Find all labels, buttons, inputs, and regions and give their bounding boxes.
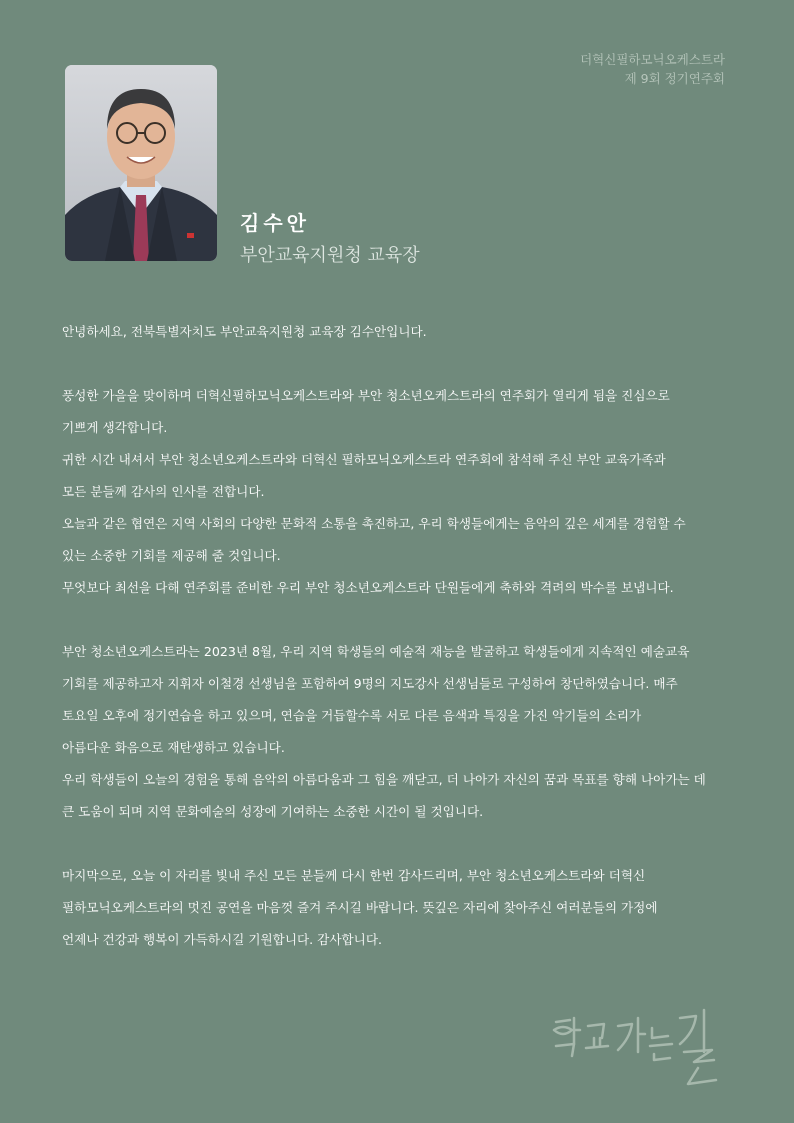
concert-header [580, 50, 725, 88]
letter-line: 언제나 건강과 행복이 가득하시길 기원합니다. 감사합니다. [62, 932, 382, 947]
letter-line: 있는 소중한 기회를 제공해 줄 것입니다. [62, 548, 281, 563]
letter-line: 토요일 오후에 정기연습을 하고 있으며, 연습을 거듭할수록 서로 다른 음색과 특징을 가진 악기들의 소리가 [62, 708, 642, 723]
speaker-title: 부안교육지원청 교육장 [240, 245, 420, 266]
letter-line: 아름다운 화음으로 재탄생하고 있습니다. [62, 740, 285, 755]
letter-line: 모든 분들께 감사의 인사를 전합니다. [62, 484, 265, 499]
letter-line: 귀한 시간 내셔서 부안 청소년오케스트라와 더혁신 필하모닉오케스트라 연주회에 참석해 주신 부안 교육가족과 [62, 452, 666, 467]
speaker-name: 김수안 [240, 211, 310, 235]
letter-line: 무엇보다 최선을 다해 연주회를 준비한 우리 부안 청소년오케스트라 단원들에게 축하와 격려의 박수를 보냅니다. [62, 580, 674, 595]
letter-line: 오늘과 같은 협연은 지역 사회의 다양한 문화적 소통을 촉진하고, 우리 학생들에게는 음악의 깊은 세계를 경험할 수 [62, 516, 686, 531]
concert-title: 제 9회 정기연주회 [624, 71, 725, 86]
letter-line: 기쁘게 생각합니다. [62, 420, 168, 435]
orchestra-name: 더혁신필하모닉오케스트라 [580, 52, 725, 67]
letter-line: 우리 학생들이 오늘의 경험을 통해 음악의 아름다움과 그 힘을 깨닫고, 더 나아가 자신의 꿈과 목표를 향해 나아가는 데 [62, 772, 706, 787]
letter-line: 부안 청소년오케스트라는 2023년 8월, 우리 지역 학생들의 예술적 재능을 발굴하고 학생들에게 지속적인 예술교육 [62, 644, 690, 659]
portrait-photo [65, 65, 217, 261]
letter-opening: 안녕하세요, 전북특별자치도 부안교육지원청 교육장 김수안입니다. [62, 324, 427, 339]
letter-line: 큰 도움이 되며 지역 문화예술의 성장에 기여하는 소중한 시간이 될 것입니다. [62, 804, 484, 819]
letter-line: 기회를 제공하고자 지휘자 이철경 선생님을 포함하여 9명의 지도강사 선생님들로 구성하여 창단하였습니다. 매주 [62, 676, 678, 691]
greeting-letter [62, 316, 730, 956]
letter-line: 필하모닉오케스트라의 멋진 공연을 마음껏 즐겨 주시길 바랍니다. 뜻깊은 자리에 찾아주신 여러분들의 가정에 [62, 900, 658, 915]
school-road-logo [548, 1008, 728, 1098]
letter-line: 마지막으로, 오늘 이 자리를 빛내 주신 모든 분들께 다시 한번 감사드리며, 부안 청소년오케스트라와 더혁신 [62, 868, 646, 883]
letter-line: 풍성한 가을을 맞이하며 더혁신필하모닉오케스트라와 부안 청소년오케스트라의 연주회가 열리게 됨을 진심으로 [62, 388, 670, 403]
speaker-info [240, 207, 420, 267]
